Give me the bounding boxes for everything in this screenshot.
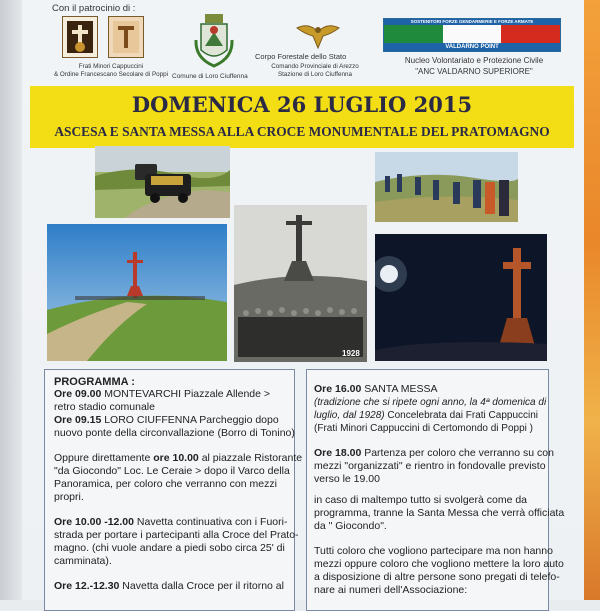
programma-line-10: strada per portare i partecipanti alla Croce del Prato- bbox=[54, 529, 299, 541]
corpo-forestale-title: Corpo Forestale dello Stato bbox=[255, 52, 347, 61]
programma-line-4: nuovo ponte della circonvallazione (Borro di Tonino) bbox=[54, 427, 295, 439]
right-line-9: programma, tranne la Santa Messa che verrà officiata bbox=[314, 507, 565, 519]
programma-line-8: propri. bbox=[54, 491, 84, 503]
photo-historic-1928 bbox=[234, 205, 367, 362]
right-line-10: da " Giocondo". bbox=[314, 520, 387, 532]
patrocinio-label: Con il patrocinio di : bbox=[52, 3, 136, 14]
flag-top-text: SOSTENITORI FORZE GENDARMERIE E FORZE ARMATE bbox=[384, 19, 560, 25]
frati-caption: Frati Minori Cappuccini & Ordine Francescano Secolare di Poppi bbox=[53, 63, 169, 78]
photo-year-label: 1928 bbox=[342, 349, 360, 358]
right-line-5: Ore 18.00 Partenza per coloro che verranno su con bbox=[314, 447, 554, 459]
forestale-eagle-icon bbox=[295, 18, 341, 50]
photo-offroad-vehicles bbox=[95, 146, 230, 218]
right-line-3: luglio, dal 1928) Concelebrata dai Frati Cappuccini bbox=[314, 410, 539, 421]
right-line-12: mezzi oppure coloro che vogliono mettere la loro auto bbox=[314, 558, 564, 570]
right-line-13: a disposizione di altre persone sono pregati di telefo- bbox=[314, 571, 560, 583]
programma-line-11: magno. (chi vuole andare a piedi sobo circa 25' di bbox=[54, 542, 285, 554]
flag-bottom-text: VALDARNO POINT bbox=[384, 43, 560, 51]
photo-cross-meadow bbox=[47, 224, 227, 361]
programma-line-9: Ore 10.00 -12.00 Navetta continuativa con i Fuori- bbox=[54, 516, 288, 528]
nucleo-volontariato-label: Nucleo Volontariato e Protezione Civile bbox=[404, 56, 544, 65]
background-orange-edge bbox=[584, 0, 600, 600]
programma-heading: PROGRAMMA : bbox=[54, 376, 135, 388]
right-line-6: mezzi "organizzati" e rientro in fondovalle previsto bbox=[314, 460, 546, 472]
photo-cross-night bbox=[375, 234, 547, 361]
page-shadow-left bbox=[0, 0, 22, 600]
event-date-title: DOMENICA 26 LUGLIO 2015 bbox=[131, 92, 473, 117]
franciscan-emblem-icon bbox=[63, 17, 97, 57]
right-line-7: verso le 19.00 bbox=[314, 473, 380, 485]
frati-logo-2 bbox=[108, 16, 144, 58]
anc-italian-flag-banner bbox=[383, 18, 561, 52]
programma-line-12: camminata). bbox=[54, 555, 112, 567]
programma-line-1: Ore 09.00 MONTEVARCHI Piazzale Allende > bbox=[54, 388, 271, 400]
right-line-8: in caso di maltempo tutto si svolgerà come da bbox=[314, 494, 528, 506]
programma-line-13: Ore 12.-12.30 Navetta dalla Croce per il ritorno al bbox=[54, 580, 284, 592]
right-line-11: Tutti coloro che vogliono partecipare ma non hanno bbox=[314, 545, 553, 557]
comune-crest-icon bbox=[193, 10, 235, 70]
programma-line-5: Oppure direttamente ore 10.00 al piazzale Ristorante bbox=[54, 452, 303, 464]
anc-valdarno-label: "ANC VALDARNO SUPERIORE" bbox=[415, 67, 533, 76]
tau-cross-icon bbox=[109, 17, 143, 57]
right-line-4: (Frati Minori Cappuccini di Certomondo di Poppi ) bbox=[314, 423, 533, 434]
programma-line-7: Panoramica, per coloro che verranno con mezzi bbox=[54, 478, 277, 490]
programma-line-6: "da Giocondo" Loc. Le Ceraie > dopo il Varco della bbox=[54, 465, 290, 477]
right-line-14: nare ai numeri dell'Associazione: bbox=[314, 584, 468, 596]
right-line-1: Ore 16.00 SANTA MESSA bbox=[314, 383, 438, 395]
corpo-forestale-subtitle: Comando Provinciale di Arezzo Stazione di Loro Ciuffenna bbox=[271, 63, 359, 78]
right-line-2: (tradizione che si ripete ogni anno, la 4ª domenica di bbox=[314, 397, 547, 408]
frati-logo-1 bbox=[62, 16, 98, 58]
comune-caption: Comune di Loro Ciuffenna bbox=[172, 73, 248, 80]
event-subtitle: ASCESA E SANTA MESSA ALLA CROCE MONUMENTALE DEL PRATOMAGNO bbox=[54, 124, 550, 139]
programma-line-2: retro stadio comunale bbox=[54, 401, 155, 413]
photo-hikers bbox=[375, 152, 518, 222]
programma-line-3: Ore 09.15 LORO CIUFFENNA Parcheggio dopo bbox=[54, 414, 279, 426]
